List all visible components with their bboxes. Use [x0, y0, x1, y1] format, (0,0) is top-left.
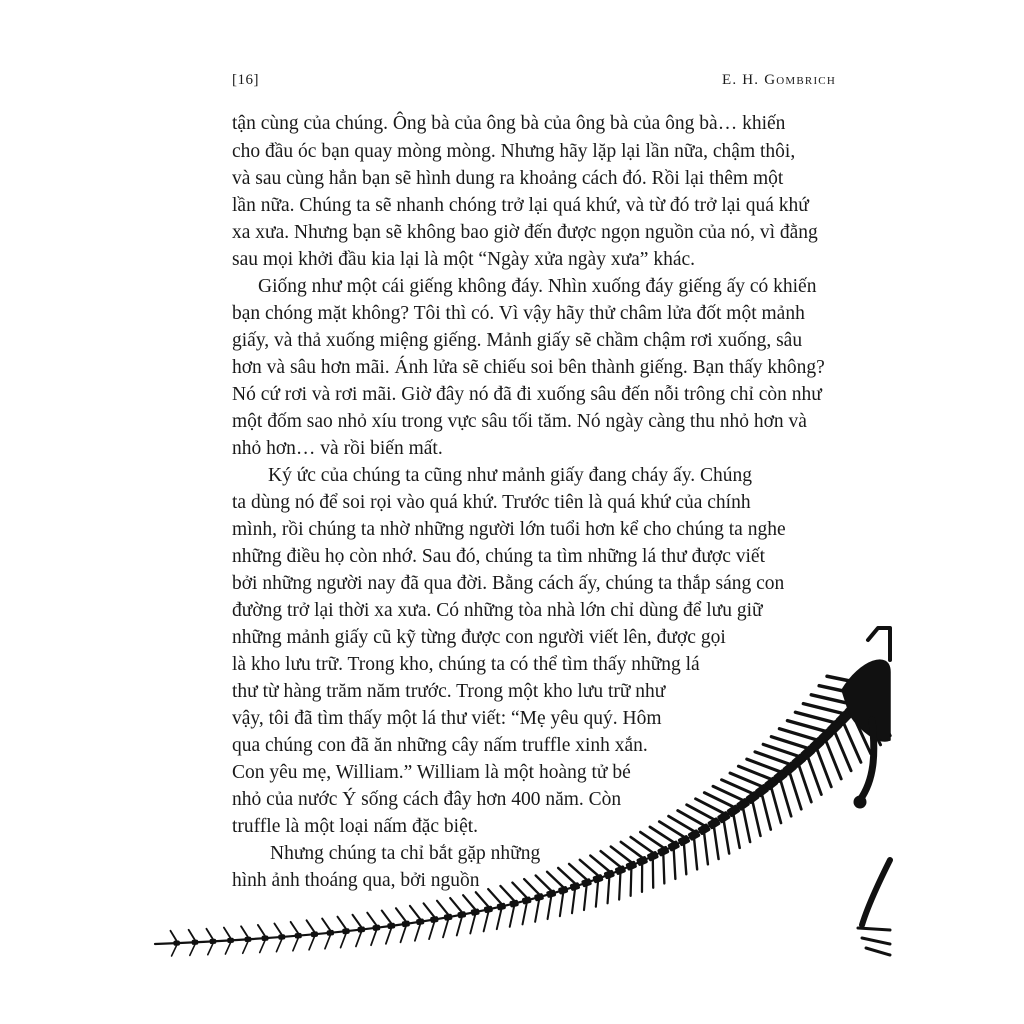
text-line: những mảnh giấy cũ kỹ từng được con người viết lên, được gọi — [232, 627, 726, 648]
chevron-bone — [356, 932, 361, 946]
chevron-bone — [341, 934, 346, 948]
dorsal-spine — [322, 919, 330, 931]
dorsal-spine — [224, 928, 231, 939]
chevron-bone — [631, 869, 632, 896]
text-line: Nhưng chúng ta chỉ bắt gặp những — [270, 843, 541, 864]
vertebra — [773, 769, 787, 783]
dorsal-spine — [547, 872, 563, 887]
chevron-bone — [714, 827, 719, 859]
chevron-bone — [276, 939, 281, 951]
dorsal-spine — [382, 911, 391, 924]
vertebra — [755, 784, 769, 797]
vertebra — [570, 882, 580, 891]
dorsal-spine — [396, 908, 406, 921]
chevron-bone — [870, 695, 890, 736]
chevron-bone — [861, 704, 880, 744]
chevron-bone — [572, 890, 575, 914]
dorsal-spine — [536, 876, 551, 891]
dorsal-spine — [827, 676, 870, 685]
dorsal-spine — [580, 860, 598, 876]
dorsal-spine — [337, 917, 345, 929]
chevron-bone — [724, 821, 729, 854]
vertebra — [615, 865, 626, 875]
dorsal-spine — [524, 879, 539, 894]
vertebra — [534, 893, 543, 901]
dorsal-spine — [569, 864, 587, 880]
text-line: nhỏ của nước Ý sống cách đây hơn 400 năm. Còn — [232, 789, 622, 810]
dorsal-spine — [450, 898, 462, 912]
vertebra — [581, 878, 591, 887]
vertebra — [416, 919, 424, 925]
vertebra — [736, 798, 750, 811]
dorsal-spine — [819, 686, 861, 695]
dorsal-spine — [687, 805, 714, 820]
vertebra — [809, 737, 824, 752]
text-line: xa xưa. Nhưng bạn sẽ không bao giờ đến được ngọn nguồn của nó, vì đằng — [232, 222, 818, 243]
dorsal-spine — [258, 925, 265, 936]
dorsal-spine — [763, 744, 799, 756]
dorsal-spine — [755, 752, 790, 764]
chevron-bone — [733, 815, 739, 848]
running-head-author: E. H. Gombrich — [722, 72, 836, 88]
chevron-bone — [608, 878, 610, 903]
chevron-bone — [762, 795, 771, 830]
chevron-bone — [781, 780, 792, 816]
vertebra — [262, 936, 268, 941]
chevron-bone — [753, 802, 761, 836]
vertebra — [327, 930, 334, 935]
vertebra — [192, 940, 198, 945]
text-line: bạn chóng mặt không? Tôi thì có. Vì vậy hãy thử châm lửa đốt một mảnh — [232, 303, 805, 324]
text-line: thư từ hàng trăm năm trước. Trong một kho lưu trữ như — [232, 681, 666, 702]
dorsal-spine — [650, 827, 674, 842]
dorsal-spine — [410, 906, 420, 919]
vertebra — [636, 856, 647, 866]
vertebra — [746, 791, 760, 804]
dorsal-spine — [611, 847, 631, 863]
vertebra — [510, 900, 519, 907]
vertebra — [800, 745, 815, 760]
text-line: một đốm sao nhỏ xíu trong vực sâu tối tăm. Nó ngày càng thu nhỏ hơn và — [232, 411, 807, 432]
text-line: nhỏ hơn… và rồi biến mất. — [232, 438, 443, 459]
vertebra — [862, 682, 878, 699]
dorsal-spine — [795, 712, 834, 722]
page-number: [16] — [232, 72, 259, 88]
vertebra — [279, 934, 285, 939]
vertebra — [558, 886, 568, 894]
dorsal-spine — [713, 786, 743, 800]
text-line: Ký ức của chúng ta cũng như mảnh giấy đang cháy ấy. Chúng — [268, 465, 752, 486]
vertebra — [358, 927, 365, 933]
chevron-bone — [401, 926, 406, 942]
chevron-bone — [852, 714, 870, 754]
text-line: và sau cùng hẳn bạn sẽ hình dung ra khoảng cách đó. Rồi lại thêm một — [232, 168, 784, 189]
dorsal-spine — [803, 704, 843, 714]
dorsal-spine — [621, 842, 642, 858]
chevron-bone — [260, 940, 265, 952]
chevron-bone — [484, 912, 489, 931]
text-line: sau mọi khởi đầu kia lại là một “Ngày xửa ngày xưa” khác. — [232, 249, 696, 270]
vertebra — [430, 916, 438, 922]
dorsal-spine — [704, 793, 733, 807]
chevron-bone — [535, 900, 539, 922]
vertebra — [593, 874, 603, 883]
dorsal-spine — [512, 883, 526, 898]
chevron-bone — [429, 922, 434, 939]
chevron-bone — [325, 935, 330, 949]
foot-bones — [858, 928, 890, 955]
vertebra — [844, 701, 860, 717]
chevron-bone — [596, 882, 598, 907]
vertebra — [678, 835, 690, 846]
dorsal-spine — [437, 901, 448, 915]
vertebra — [717, 811, 730, 823]
vertebra — [782, 761, 797, 775]
text-line: Con yêu mẹ, William.” William là một hoàng tử bé — [232, 762, 631, 783]
chevron-bone — [835, 732, 851, 771]
dorsal-spine — [738, 766, 771, 779]
dorsal-spine — [640, 832, 663, 848]
text-line: vậy, tôi đã tìm thấy một lá thư viết: “Mẹ yêu quý. Hôm — [232, 708, 662, 729]
vertebra — [388, 923, 395, 929]
pelvis-bone — [842, 660, 890, 741]
dorsal-spine — [463, 895, 475, 909]
chevron-bone — [817, 749, 831, 787]
dorsal-spine — [678, 811, 704, 826]
vertebra — [373, 925, 380, 931]
vertebra — [210, 939, 216, 944]
text-line: giấy, và thả xuống miệng giếng. Mảnh giấy sẽ chầm chậm rơi xuống, sâu — [232, 330, 803, 351]
chevron-bone — [523, 903, 527, 924]
vertebra — [604, 870, 615, 879]
chevron-bone — [674, 850, 676, 879]
dorsal-spine — [787, 721, 825, 732]
dorsal-spine — [631, 837, 653, 853]
chevron-bone — [470, 915, 475, 934]
dorsal-spine — [476, 892, 489, 906]
dorsal-spine — [771, 737, 808, 749]
vertebra — [727, 805, 740, 818]
chevron-bone — [584, 886, 587, 910]
dorsal-spine — [601, 851, 621, 867]
knee-joint — [854, 796, 866, 808]
chevron-bone — [771, 788, 781, 823]
vertebra — [228, 938, 234, 943]
text-line: là kho lưu trữ. Trong kho, chúng ta có thể tìm thấy những lá — [232, 654, 700, 675]
vertebra — [522, 897, 531, 905]
chevron-bone — [415, 924, 420, 940]
dorsal-spine — [424, 903, 435, 917]
vertebra — [853, 692, 869, 708]
vertebra — [688, 829, 701, 840]
dorsal-spine — [367, 913, 376, 926]
text-line: hình ảnh thoáng qua, bởi nguồn — [232, 870, 480, 891]
dorsal-spine — [500, 886, 514, 901]
dorsal-spine — [747, 759, 781, 772]
vertebra — [342, 928, 349, 933]
vertebra — [698, 823, 711, 835]
vertebra — [708, 817, 721, 829]
vertebra — [245, 937, 251, 942]
chevron-bone — [386, 928, 391, 943]
chevron-bone — [799, 765, 811, 802]
text-line: Nó cứ rơi và rơi mãi. Giờ đây nó đã đi xuống sâu đến nỗi trông chỉ còn như — [232, 384, 822, 405]
chevron-bone — [225, 943, 230, 954]
chevron-bone — [694, 839, 697, 870]
text-line: tận cùng của chúng. Ông bà của ông bà của ông bà của ông bà… khiến — [232, 113, 786, 134]
text-line: truffle là một loại nấm đặc biệt. — [232, 816, 479, 837]
vertebra — [668, 840, 680, 851]
dorsal-spine — [206, 929, 213, 939]
dorsal-spine — [488, 889, 501, 904]
dorsal-spine — [659, 822, 684, 837]
chevron-bone — [826, 741, 841, 779]
chevron-bone — [371, 930, 376, 945]
dorsal-spine — [558, 868, 575, 883]
vertebra — [497, 903, 506, 910]
dorsal-spine — [722, 780, 753, 794]
vertebra — [827, 719, 843, 735]
chevron-bone — [208, 944, 213, 955]
chevron-bone — [560, 893, 563, 916]
chevron-bone — [443, 920, 448, 937]
tibia-bone — [862, 860, 890, 925]
vertebra — [791, 753, 806, 767]
text-line: hơn và sâu hơn mãi. Ánh lửa sẽ chiếu soi bên thành giếng. Bạn thấy không? — [232, 357, 825, 378]
femur-bone — [860, 720, 874, 800]
dorsal-spine — [241, 926, 248, 937]
vertebra — [471, 909, 479, 916]
dorsal-spine — [307, 920, 315, 932]
chevron-bone — [844, 723, 861, 762]
text-line: Giống như một cái giếng không đáy. Nhìn xuống đáy giếng ấy có khiến — [258, 276, 817, 297]
vertebra — [647, 851, 659, 861]
chevron-bone — [663, 855, 664, 884]
chevron-bone — [293, 938, 298, 951]
text-line: ta dùng nó để soi rọi vào quá khứ. Trước tiên là quá khứ của chính — [232, 492, 751, 513]
vertebra — [444, 914, 452, 920]
hip-spine — [868, 628, 890, 660]
chevron-bone — [548, 897, 552, 919]
dorsal-spine — [291, 922, 299, 933]
dorsal-spine — [669, 816, 695, 831]
vertebra — [626, 861, 637, 871]
text-line: lần nữa. Chúng ta sẽ nhanh chóng trở lại quá khứ, và từ đó trở lại quá khứ — [232, 195, 809, 216]
vertebra — [295, 933, 302, 938]
chevron-bone — [172, 945, 177, 956]
chevron-bone — [704, 833, 708, 864]
chevron-bone — [309, 937, 314, 950]
vertebra — [657, 846, 669, 857]
dorsal-spine — [170, 931, 176, 941]
dorsal-spine — [811, 695, 852, 705]
dorsal-spine — [274, 923, 281, 934]
text-line: qua chúng con đã ăn những cây nấm truffle xinh xắn. — [232, 735, 648, 756]
vertebra — [546, 890, 556, 898]
chevron-bone — [619, 873, 620, 899]
text-line: mình, rồi chúng ta nhờ những người lớn tuổi hơn kể cho chúng ta nghe — [232, 519, 786, 540]
vertebra — [174, 941, 180, 946]
text-line: bởi những người nay đã qua đời. Bằng cách ấy, chúng ta thắp sáng con — [232, 573, 785, 594]
chevron-bone — [808, 757, 821, 794]
chevron-bone — [243, 942, 248, 954]
vertebra — [818, 728, 833, 743]
vertebra — [484, 906, 493, 913]
text-line: đường trở lại thời xa xưa. Có những tòa nhà lớn chỉ dùng để lưu giữ — [232, 600, 763, 621]
vertebra — [458, 911, 466, 918]
dorsal-spine — [590, 856, 609, 872]
dorsal-spine — [353, 915, 362, 927]
vertebra — [402, 921, 410, 927]
chevron-bone — [510, 906, 514, 926]
chevron-bone — [457, 917, 462, 935]
text-line: cho đầu óc bạn quay mòng mòng. Nhưng hãy lặp lại lần nữa, chậm thôi, — [232, 141, 796, 162]
chevron-bone — [790, 773, 802, 809]
chevron-bone — [497, 909, 502, 929]
text-line: những điều họ còn nhớ. Sau đó, chúng ta tìm những lá thư được viết — [232, 546, 765, 567]
dorsal-spine — [189, 930, 195, 940]
vertebra — [311, 932, 318, 937]
dorsal-spine — [779, 729, 816, 740]
dorsal-spine — [696, 799, 724, 814]
vertebra — [764, 777, 778, 791]
vertebra — [836, 710, 852, 726]
chevron-bone — [743, 808, 750, 842]
chevron-bone — [684, 844, 686, 874]
chevron-bone — [190, 944, 195, 955]
dorsal-spine — [730, 773, 762, 786]
